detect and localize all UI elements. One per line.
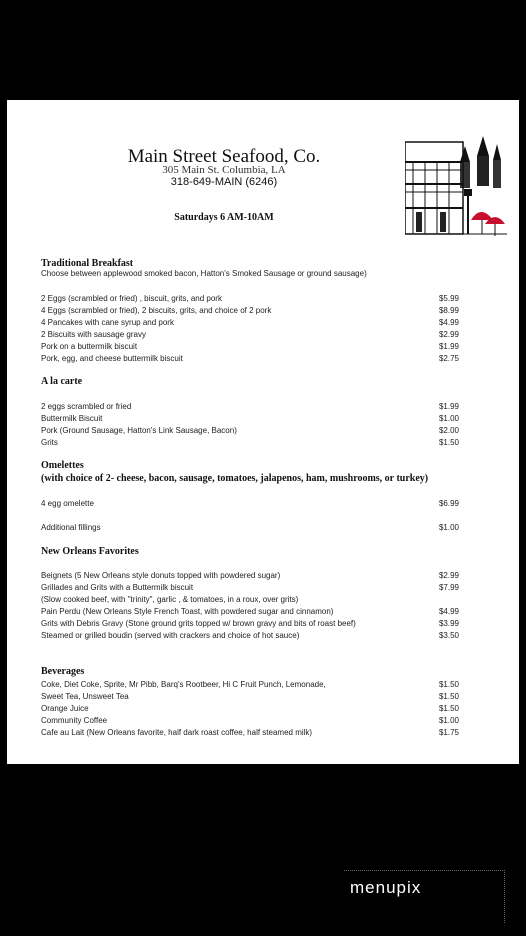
menu-item-price: $8.99: [438, 306, 459, 315]
menu-item-price: $2.99: [438, 571, 459, 580]
menu-item-price: $4.99: [438, 318, 459, 327]
menu-item-price: $1.99: [438, 402, 459, 411]
menu-item-price: $1.50: [438, 692, 459, 701]
menu-item-name: Pain Perdu (New Orleans Style French Toast, with powdered sugar and cinnamon): [41, 607, 334, 616]
menu-item-price: $2.75: [438, 354, 459, 363]
menu-item-price: $1.50: [438, 438, 459, 447]
section-title: Beverages: [41, 666, 85, 677]
menu-item-price: $3.50: [438, 631, 459, 640]
menu-item-name: (Slow cooked beef, with "trinity", garlic , & tomatoes, in a roux, over grits): [41, 595, 299, 604]
menu-item: [41, 692, 459, 704]
menu-item-price: $6.99: [438, 499, 459, 508]
menu-item-name: Pork (Ground Sausage, Hatton's Link Sausage, Bacon): [41, 426, 237, 435]
menu-item-price: $1.50: [438, 680, 459, 689]
menu-item: [41, 595, 459, 607]
menu-item-price: $1.75: [438, 728, 459, 737]
menu-item-name: Cafe au Lait (New Orleans favorite, half dark roast coffee, half steamed milk): [41, 728, 313, 737]
service-hours: Saturdays 6 AM-10AM: [174, 212, 274, 223]
menu-item: [41, 728, 459, 740]
menu-item-name: Grits: [41, 438, 58, 447]
menu-item-name: Coke, Diet Coke, Sprite, Mr Pibb, Barq's Rootbeer, Hi C Fruit Punch, Lemonade,: [41, 680, 326, 689]
menu-item: [41, 342, 459, 354]
menu-item: [41, 631, 459, 643]
menu-item: [41, 426, 459, 438]
menu-item-price: $7.99: [438, 583, 459, 592]
menu-item: [41, 680, 459, 692]
menu-item-name: 2 Eggs (scrambled or fried) , biscuit, grits, and pork: [41, 294, 222, 303]
menu-item-name: 2 eggs scrambled or fried: [41, 402, 132, 411]
menu-item-name: 4 Eggs (scrambled or fried), 2 biscuits, grits, and choice of 2 pork: [41, 306, 272, 315]
menu-item: [41, 704, 459, 716]
menu-item-name: Pork, egg, and cheese buttermilk biscuit: [41, 354, 183, 363]
menu-item-name: 4 Pancakes with cane syrup and pork: [41, 318, 174, 327]
menu-item-name: Pork on a buttermilk biscuit: [41, 342, 138, 351]
menu-item-name: Community Coffee: [41, 716, 108, 725]
restaurant-name: Main Street Seafood, Co.: [127, 146, 321, 167]
restaurant-phone: 318-649-MAIN (6246): [170, 176, 278, 188]
menu-item: [41, 330, 459, 342]
menu-item: [41, 414, 459, 426]
section-title: A la carte: [41, 376, 83, 387]
menu-item: [41, 571, 459, 583]
menu-item-price: $1.99: [438, 342, 459, 351]
menu-page: [7, 100, 519, 764]
menu-item: [41, 716, 459, 728]
menu-item: [41, 318, 459, 330]
section-title: New Orleans Favorites: [41, 546, 139, 557]
menu-item-price: $1.00: [438, 523, 459, 532]
menu-item: [41, 354, 459, 366]
french-quarter-building-illustration: [405, 134, 507, 238]
menu-item: [41, 306, 459, 318]
menu-item-price: $2.00: [438, 426, 459, 435]
menu-item-name: Additional fillings: [41, 523, 101, 532]
menu-item-name: 2 Biscuits with sausage gravy: [41, 330, 146, 339]
menu-item-price: $1.50: [438, 704, 459, 713]
menu-item: [41, 402, 459, 414]
menupix-logo: menupix: [350, 878, 422, 897]
menu-item-name: Sweet Tea, Unsweet Tea: [41, 692, 129, 701]
menu-item-name: Steamed or grilled boudin (served with crackers and choice of hot sauce): [41, 631, 300, 640]
menu-item-name: Grits with Debris Gravy (Stone ground grits topped w/ brown gravy and bits of roast beef): [41, 619, 356, 628]
menu-item-price: $4.99: [438, 607, 459, 616]
menu-item: [41, 619, 459, 631]
menu-item-name: Orange Juice: [41, 704, 89, 713]
menu-item-price: $5.99: [438, 294, 459, 303]
menu-item-name: Grillades and Grits with a Buttermilk biscuit: [41, 583, 194, 592]
menu-item: [41, 583, 459, 595]
section-note: Choose between applewood smoked bacon, Hatton's Smoked Sausage or ground sausage): [41, 269, 367, 278]
menu-item: [41, 438, 459, 450]
menu-item-price: $1.00: [438, 414, 459, 423]
menu-item: [41, 499, 459, 511]
menu-item: [41, 523, 459, 535]
menu-item-price: $1.00: [438, 716, 459, 725]
menu-item-name: Beignets (5 New Orleans style donuts topped with powdered sugar): [41, 571, 281, 580]
menu-item-price: $2.99: [438, 330, 459, 339]
menu-item: [41, 294, 459, 306]
restaurant-address: 305 Main St. Columbia, LA: [162, 164, 286, 176]
section-title: Traditional Breakfast: [41, 258, 134, 269]
section-subtitle: (with choice of 2- cheese, bacon, sausage, tomatoes, jalapenos, ham, mushrooms, or turkey): [41, 473, 429, 484]
section-title: Omelettes: [41, 460, 84, 471]
menu-item-name: Buttermilk Biscuit: [41, 414, 103, 423]
menu-item-price: $3.99: [438, 619, 459, 628]
menu-item: [41, 607, 459, 619]
menu-item-name: 4 egg omelette: [41, 499, 94, 508]
